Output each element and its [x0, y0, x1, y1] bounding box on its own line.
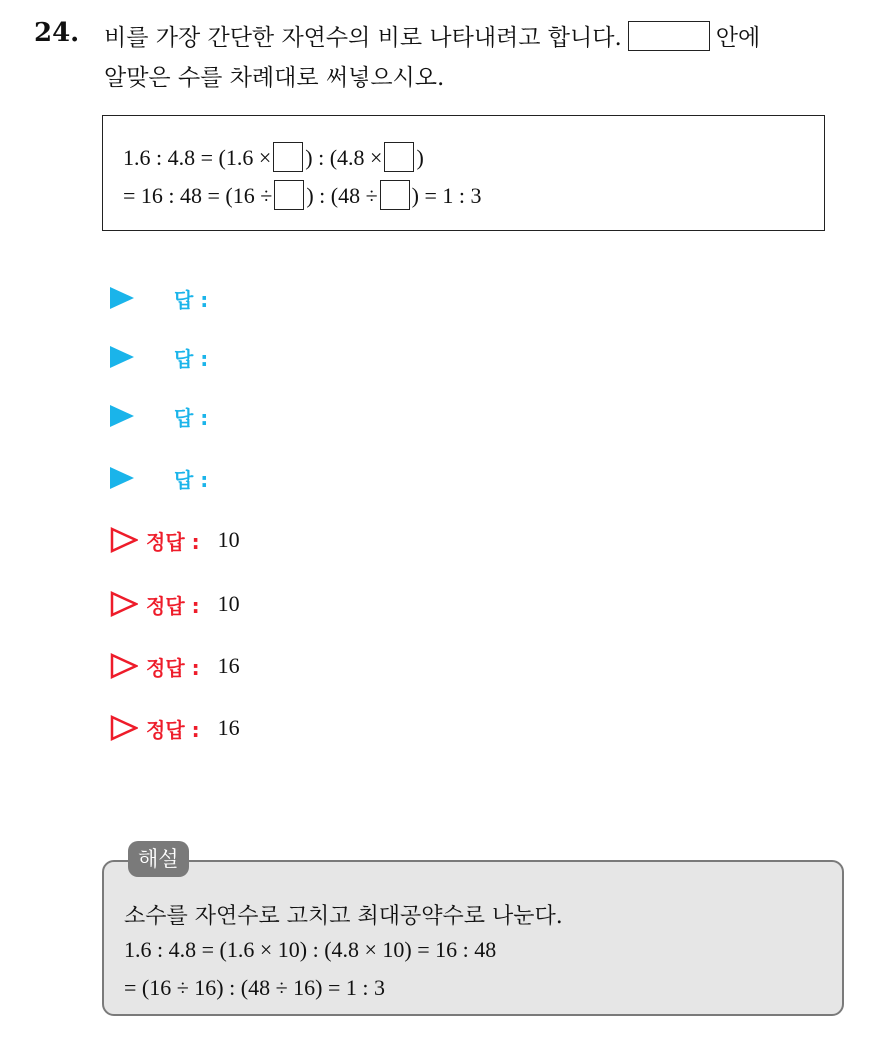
correct-value: 10 [217, 527, 240, 552]
outline-triangle-right-icon [110, 715, 138, 741]
correct-answer-row-1 [110, 525, 240, 555]
filled-triangle-right-icon [110, 287, 134, 309]
answer-row-4[interactable] [110, 463, 208, 493]
answer-row-2[interactable] [110, 342, 208, 372]
answer-label: 답 : [174, 346, 209, 371]
equation-blank-4 [380, 180, 410, 210]
filled-triangle-right-icon [110, 467, 134, 489]
correct-answer-row-2 [110, 589, 240, 619]
question-text-before-blank: 비를 가장 간단한 자연수의 비로 나타내려고 합니다. [104, 25, 622, 51]
explanation-line3: = (16 ÷ 16) : (48 ÷ 16) = 1 : 3 [124, 975, 385, 1000]
explanation-line1: 소수를 자연수로 고치고 최대공약수로 나눈다. [124, 904, 563, 929]
question-text-after-blank: 안에 [715, 25, 761, 51]
equation-blank-1 [273, 142, 303, 172]
equation-line2-part-c: ) = 1 : 3 [411, 183, 482, 208]
outline-triangle-right-icon [110, 591, 138, 617]
correct-answer-row-3 [110, 651, 240, 681]
correct-label: 정답 : [146, 593, 200, 618]
equation-blank-2 [384, 142, 414, 172]
outline-triangle-right-icon [110, 527, 138, 553]
equation-line2-part-b: ) : (48 ÷ [306, 183, 378, 208]
explanation-tag: 해설 [128, 841, 189, 877]
correct-value: 16 [217, 653, 240, 678]
correct-answer-row-4 [110, 713, 240, 743]
answer-row-1[interactable] [110, 283, 208, 313]
equation-line2 [123, 180, 482, 210]
explanation-line2: 1.6 : 4.8 = (1.6 × 10) : (4.8 × 10) = 16 : 48 [124, 937, 497, 962]
equation-line1-part-b: ) : (4.8 × [305, 145, 383, 170]
correct-value: 16 [217, 715, 240, 740]
question-text-line2: 알맞은 수를 차례대로 써넣으시오. [104, 65, 445, 91]
outline-triangle-right-icon [110, 653, 138, 679]
answer-label: 답 : [174, 287, 209, 312]
correct-value: 10 [217, 591, 240, 616]
question-number: 24. [34, 18, 80, 48]
correct-label: 정답 : [146, 717, 200, 742]
equation-line2-part-a: = 16 : 48 = (16 ÷ [123, 183, 273, 208]
answer-label: 답 : [174, 405, 209, 430]
filled-triangle-right-icon [110, 405, 134, 427]
correct-label: 정답 : [146, 529, 200, 554]
equation-line1 [123, 142, 424, 172]
question-text-line1 [104, 19, 760, 52]
answer-row-3[interactable] [110, 401, 208, 431]
filled-triangle-right-icon [110, 346, 134, 368]
question-blank-box [628, 21, 710, 51]
equation-box [102, 115, 825, 231]
correct-label: 정답 : [146, 655, 200, 680]
equation-line1-part-c: ) [416, 145, 424, 170]
equation-blank-3 [274, 180, 304, 210]
answer-label: 답 : [174, 467, 209, 492]
equation-line1-part-a: 1.6 : 4.8 = (1.6 × [123, 145, 272, 170]
